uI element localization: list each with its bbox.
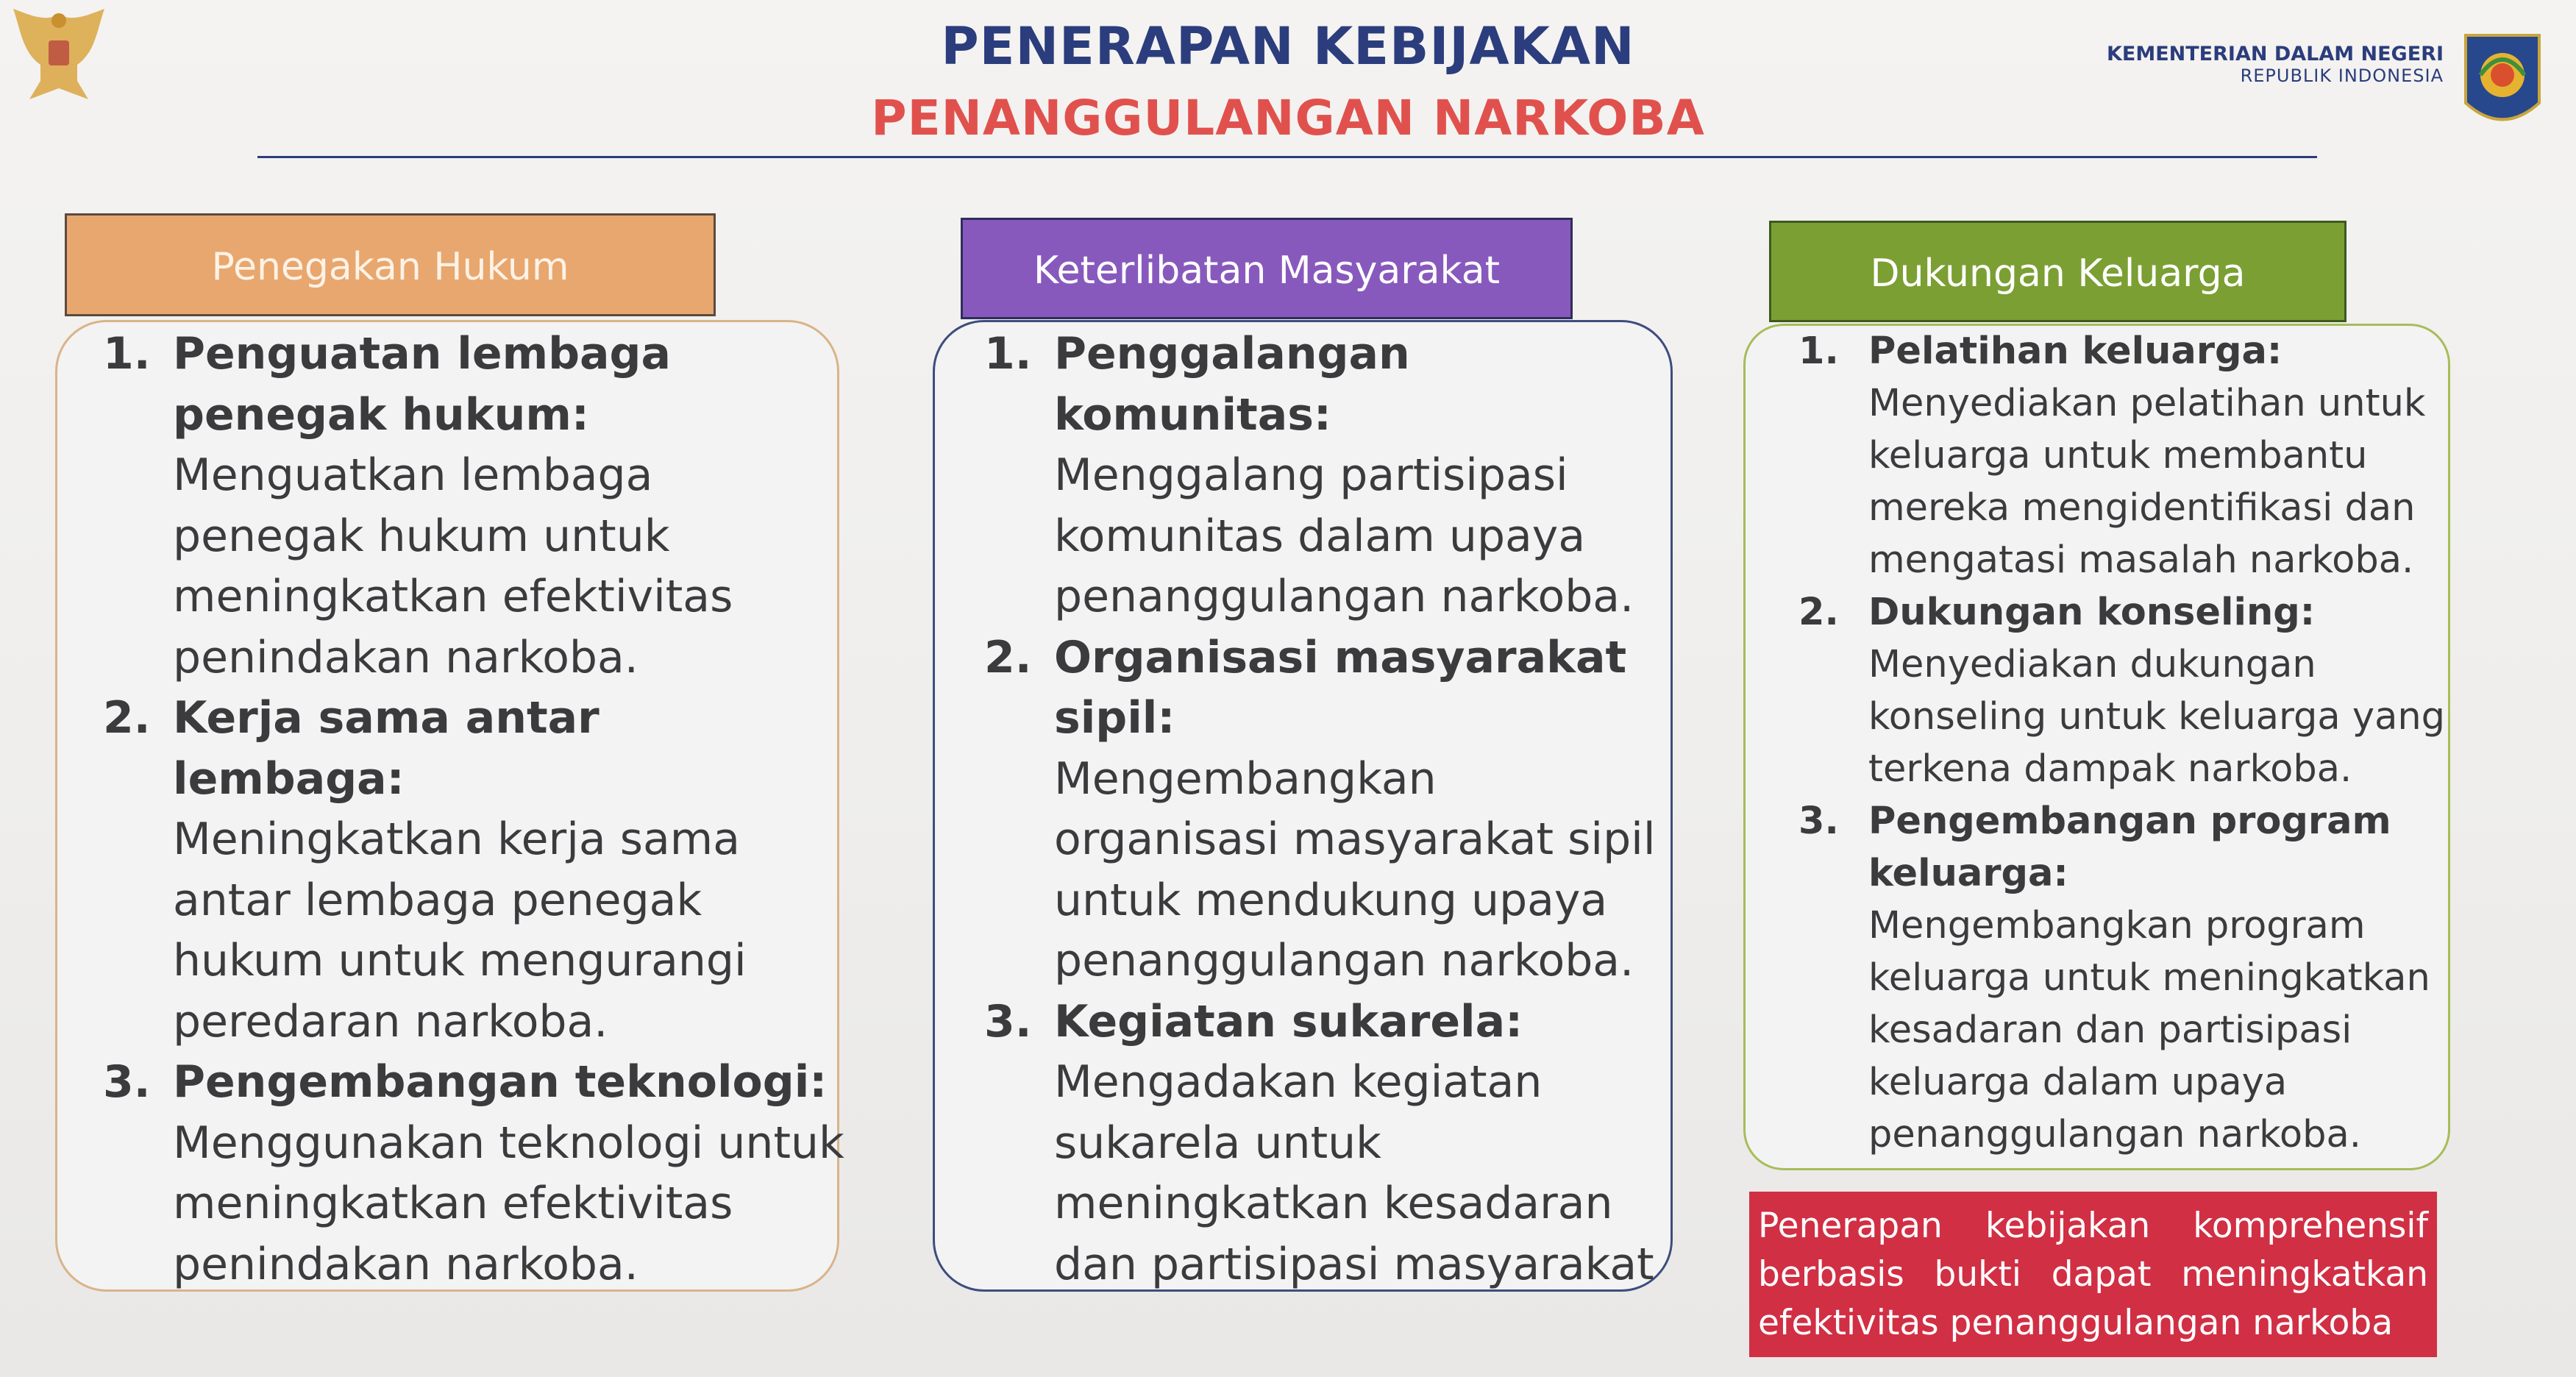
ministry-label	[2107, 43, 2444, 86]
item-heading: Kerja sama antar lembaga:	[173, 692, 599, 805]
column-header-penegakan-hukum: Penegakan Hukum	[65, 213, 716, 316]
list-item	[103, 324, 846, 688]
item-number: 2.	[103, 692, 151, 744]
item-number: 3.	[1798, 800, 1839, 843]
item-heading: Penguatan lembaga penegak hukum:	[173, 328, 671, 441]
list-item	[984, 324, 1668, 627]
item-heading: Pengembangan program keluarga:	[1868, 800, 2391, 895]
item-text: Mengadakan kegiatan sukarela untuk meningkatkan kesadaran dan partisipasi masyarakat	[1054, 1056, 1654, 1290]
list-item	[103, 1052, 846, 1295]
item-heading: Penggalangan komunitas:	[1054, 328, 1410, 441]
list-item	[1798, 586, 2446, 795]
kemendagri-logo	[2458, 29, 2547, 140]
title-line-2: PENANGGULANGAN NARKOBA	[871, 90, 1705, 146]
list-item	[984, 992, 1668, 1295]
column-header-dukungan-keluarga: Dukungan Keluarga	[1769, 221, 2346, 322]
item-text: Mengembangkan organisasi masyarakat sipil untuk mendukung upaya penanggulangan narkoba.	[1054, 752, 1656, 986]
column-penegakan-hukum	[103, 324, 846, 1295]
list-item	[984, 627, 1668, 992]
item-heading: Pengembangan teknologi:	[173, 1056, 828, 1108]
item-number: 3.	[984, 995, 1032, 1047]
ministry-country: REPUBLIK INDONESIA	[2240, 65, 2444, 86]
conclusion-callout: Penerapan kebijakan komprehensif berbasis bukti dapat meningkatkan efektivitas penanggulangan narkoba	[1749, 1192, 2437, 1357]
item-number: 1.	[1798, 330, 1839, 373]
item-number: 1.	[984, 328, 1032, 380]
column-keterlibatan-masyarakat	[984, 324, 1668, 1295]
list-item	[103, 688, 846, 1052]
item-heading: Dukungan konseling:	[1868, 591, 2316, 634]
item-number: 2.	[984, 631, 1032, 683]
list-item	[1798, 325, 2446, 586]
item-text: Menyediakan pelatihan untuk keluarga untuk membantu mereka mengidentifikasi dan mengatasi masalah narkoba.	[1868, 382, 2426, 582]
item-heading: Organisasi masyarakat sipil:	[1054, 631, 1627, 744]
header-divider	[257, 156, 2317, 158]
item-number: 3.	[103, 1056, 151, 1108]
item-text: Mengembangkan program keluarga untuk meningkatkan kesadaran dan partisipasi keluarga dalam upaya penanggulangan narkoba.	[1868, 904, 2430, 1156]
item-number: 1.	[103, 328, 151, 380]
item-heading: Pelatihan keluarga:	[1868, 330, 2283, 373]
list-item	[1798, 795, 2446, 1161]
item-text: Menguatkan lembaga penegak hukum untuk meningkatkan efektivitas penindakan narkoba.	[173, 449, 733, 683]
column-header-keterlibatan-masyarakat: Keterlibatan Masyarakat	[961, 218, 1573, 319]
item-heading: Kegiatan sukarela:	[1054, 995, 1523, 1047]
item-text: Menyediakan dukungan konseling untuk keluarga yang terkena dampak narkoba.	[1868, 643, 2446, 791]
title-line-1: PENERAPAN KEBIJAKAN	[941, 16, 1635, 76]
column-dukungan-keluarga	[1798, 325, 2446, 1161]
ministry-name: KEMENTERIAN DALAM NEGERI	[2106, 43, 2444, 65]
item-text: Meningkatkan kerja sama antar lembaga penegak hukum untuk mengurangi peredaran narkoba.	[173, 814, 747, 1047]
item-text: Menggunakan teknologi untuk meningkatkan efektivitas penindakan narkoba.	[173, 1117, 844, 1290]
item-number: 2.	[1798, 591, 1839, 634]
item-text: Menggalang partisipasi komunitas dalam upaya penanggulangan narkoba.	[1054, 449, 1634, 622]
